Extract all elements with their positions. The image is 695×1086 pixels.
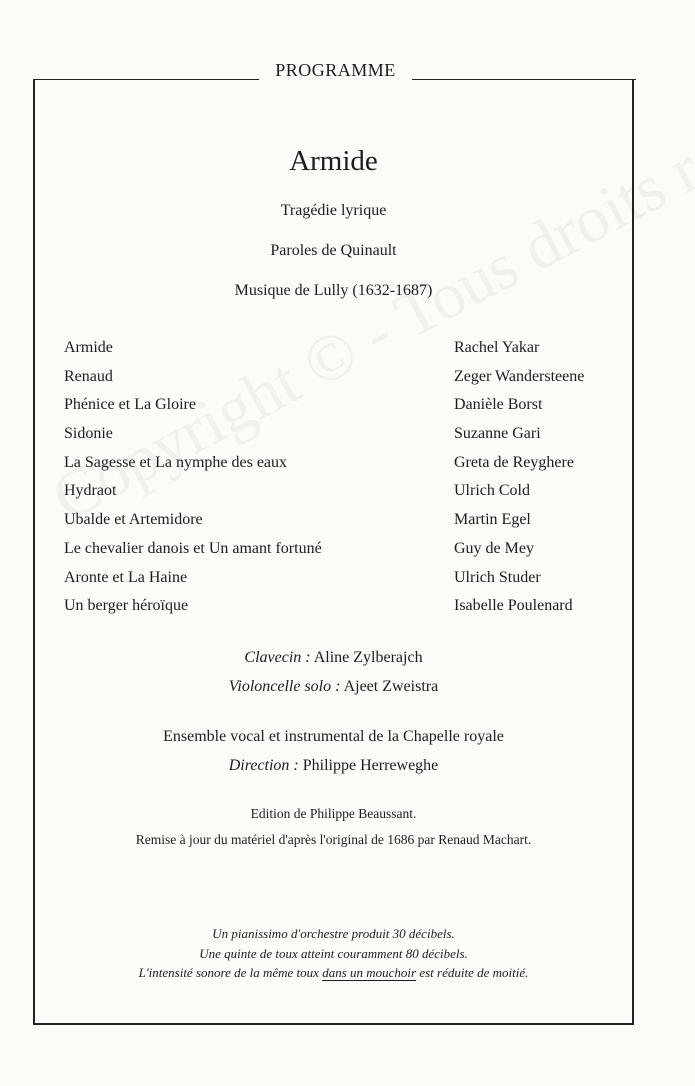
note-line-3: [33, 963, 634, 983]
clavecin-credit: [33, 649, 634, 667]
work-music: Musique de Lully (1632-1687): [234, 282, 433, 299]
cast-row: [64, 425, 624, 454]
clavecin-label: Clavecin :: [244, 649, 311, 666]
cast-performer: Rachel Yakar: [454, 339, 540, 356]
direction-name: Philippe Herreweghe: [302, 757, 439, 774]
cast-row: [64, 339, 624, 368]
note-line-3-underlined: dans un mouchoir: [322, 965, 417, 980]
edition-line-1: Edition de Philippe Beaussant.: [250, 806, 417, 821]
cast-performer: Martin Egel: [454, 511, 531, 529]
cast-performer: Suzanne Gari: [454, 425, 541, 443]
ensemble-name: Ensemble vocal et instrumental de la Chapelle royale: [163, 728, 504, 745]
cast-row: [64, 454, 624, 483]
cast-role: Renaud: [64, 367, 113, 385]
note-line-3-end: est réduite de moitié.: [416, 965, 529, 980]
cast-role: La Sagesse et La nymphe des eaux: [64, 453, 288, 471]
note-line-3-start: L'intensité sonore de la même toux: [138, 965, 323, 980]
cast-performer: Danièle Borst: [454, 396, 543, 414]
work-libretto: Paroles de Quinault: [270, 242, 397, 259]
cast-role: Aronte et La Haine: [64, 568, 188, 586]
cast-row: [64, 597, 624, 626]
cast-role: Ubalde et Artemidore: [64, 511, 203, 529]
cast-role: Hydraot: [64, 482, 117, 500]
cast-row: [64, 511, 624, 540]
header-title: PROGRAMME: [275, 60, 396, 80]
clavecin-name: Aline Zylberajch: [313, 649, 423, 666]
cast-role: Un berger héroïque: [64, 597, 189, 615]
cast-performer: Zeger Wandersteene: [454, 367, 585, 385]
cello-label: Violoncelle solo :: [228, 678, 341, 695]
direction-credit: [33, 757, 634, 775]
cast-performer: Isabelle Poulenard: [454, 597, 573, 615]
cast-row: [64, 482, 624, 511]
cast-role: Phénice et La Gloire: [64, 396, 196, 414]
cast-performer: Greta de Reyghere: [454, 453, 574, 471]
cast-performer: Ulrich Studer: [454, 568, 541, 586]
cello-name: Ajeet Zweistra: [343, 678, 439, 695]
note-line-1: Un pianissimo d'orchestre produit 30 décibels.: [212, 926, 455, 941]
edition-line-2: Remise à jour du matériel d'après l'original de 1686 par Renaud Machart.: [135, 832, 532, 847]
cast-role: Le chevalier danois et Un amant fortuné: [64, 539, 322, 557]
cast-performer: Ulrich Cold: [454, 482, 530, 500]
cast-role: Armide: [64, 339, 113, 356]
cast-role: Sidonie: [64, 425, 113, 443]
cast-row: [64, 569, 624, 598]
audience-note: [33, 924, 634, 983]
note-line-2: Une quinte de toux atteint couramment 80 décibels.: [199, 945, 468, 961]
work-genre: Tragédie lyrique: [280, 202, 387, 219]
cast-row: [64, 540, 624, 569]
cello-credit: [33, 678, 634, 696]
cast-list: [64, 339, 624, 626]
direction-label: Direction :: [228, 757, 299, 774]
work-title: Armide: [289, 145, 378, 177]
cast-row: [64, 368, 624, 397]
cast-performer: Guy de Mey: [454, 539, 534, 557]
cast-row: [64, 396, 624, 425]
